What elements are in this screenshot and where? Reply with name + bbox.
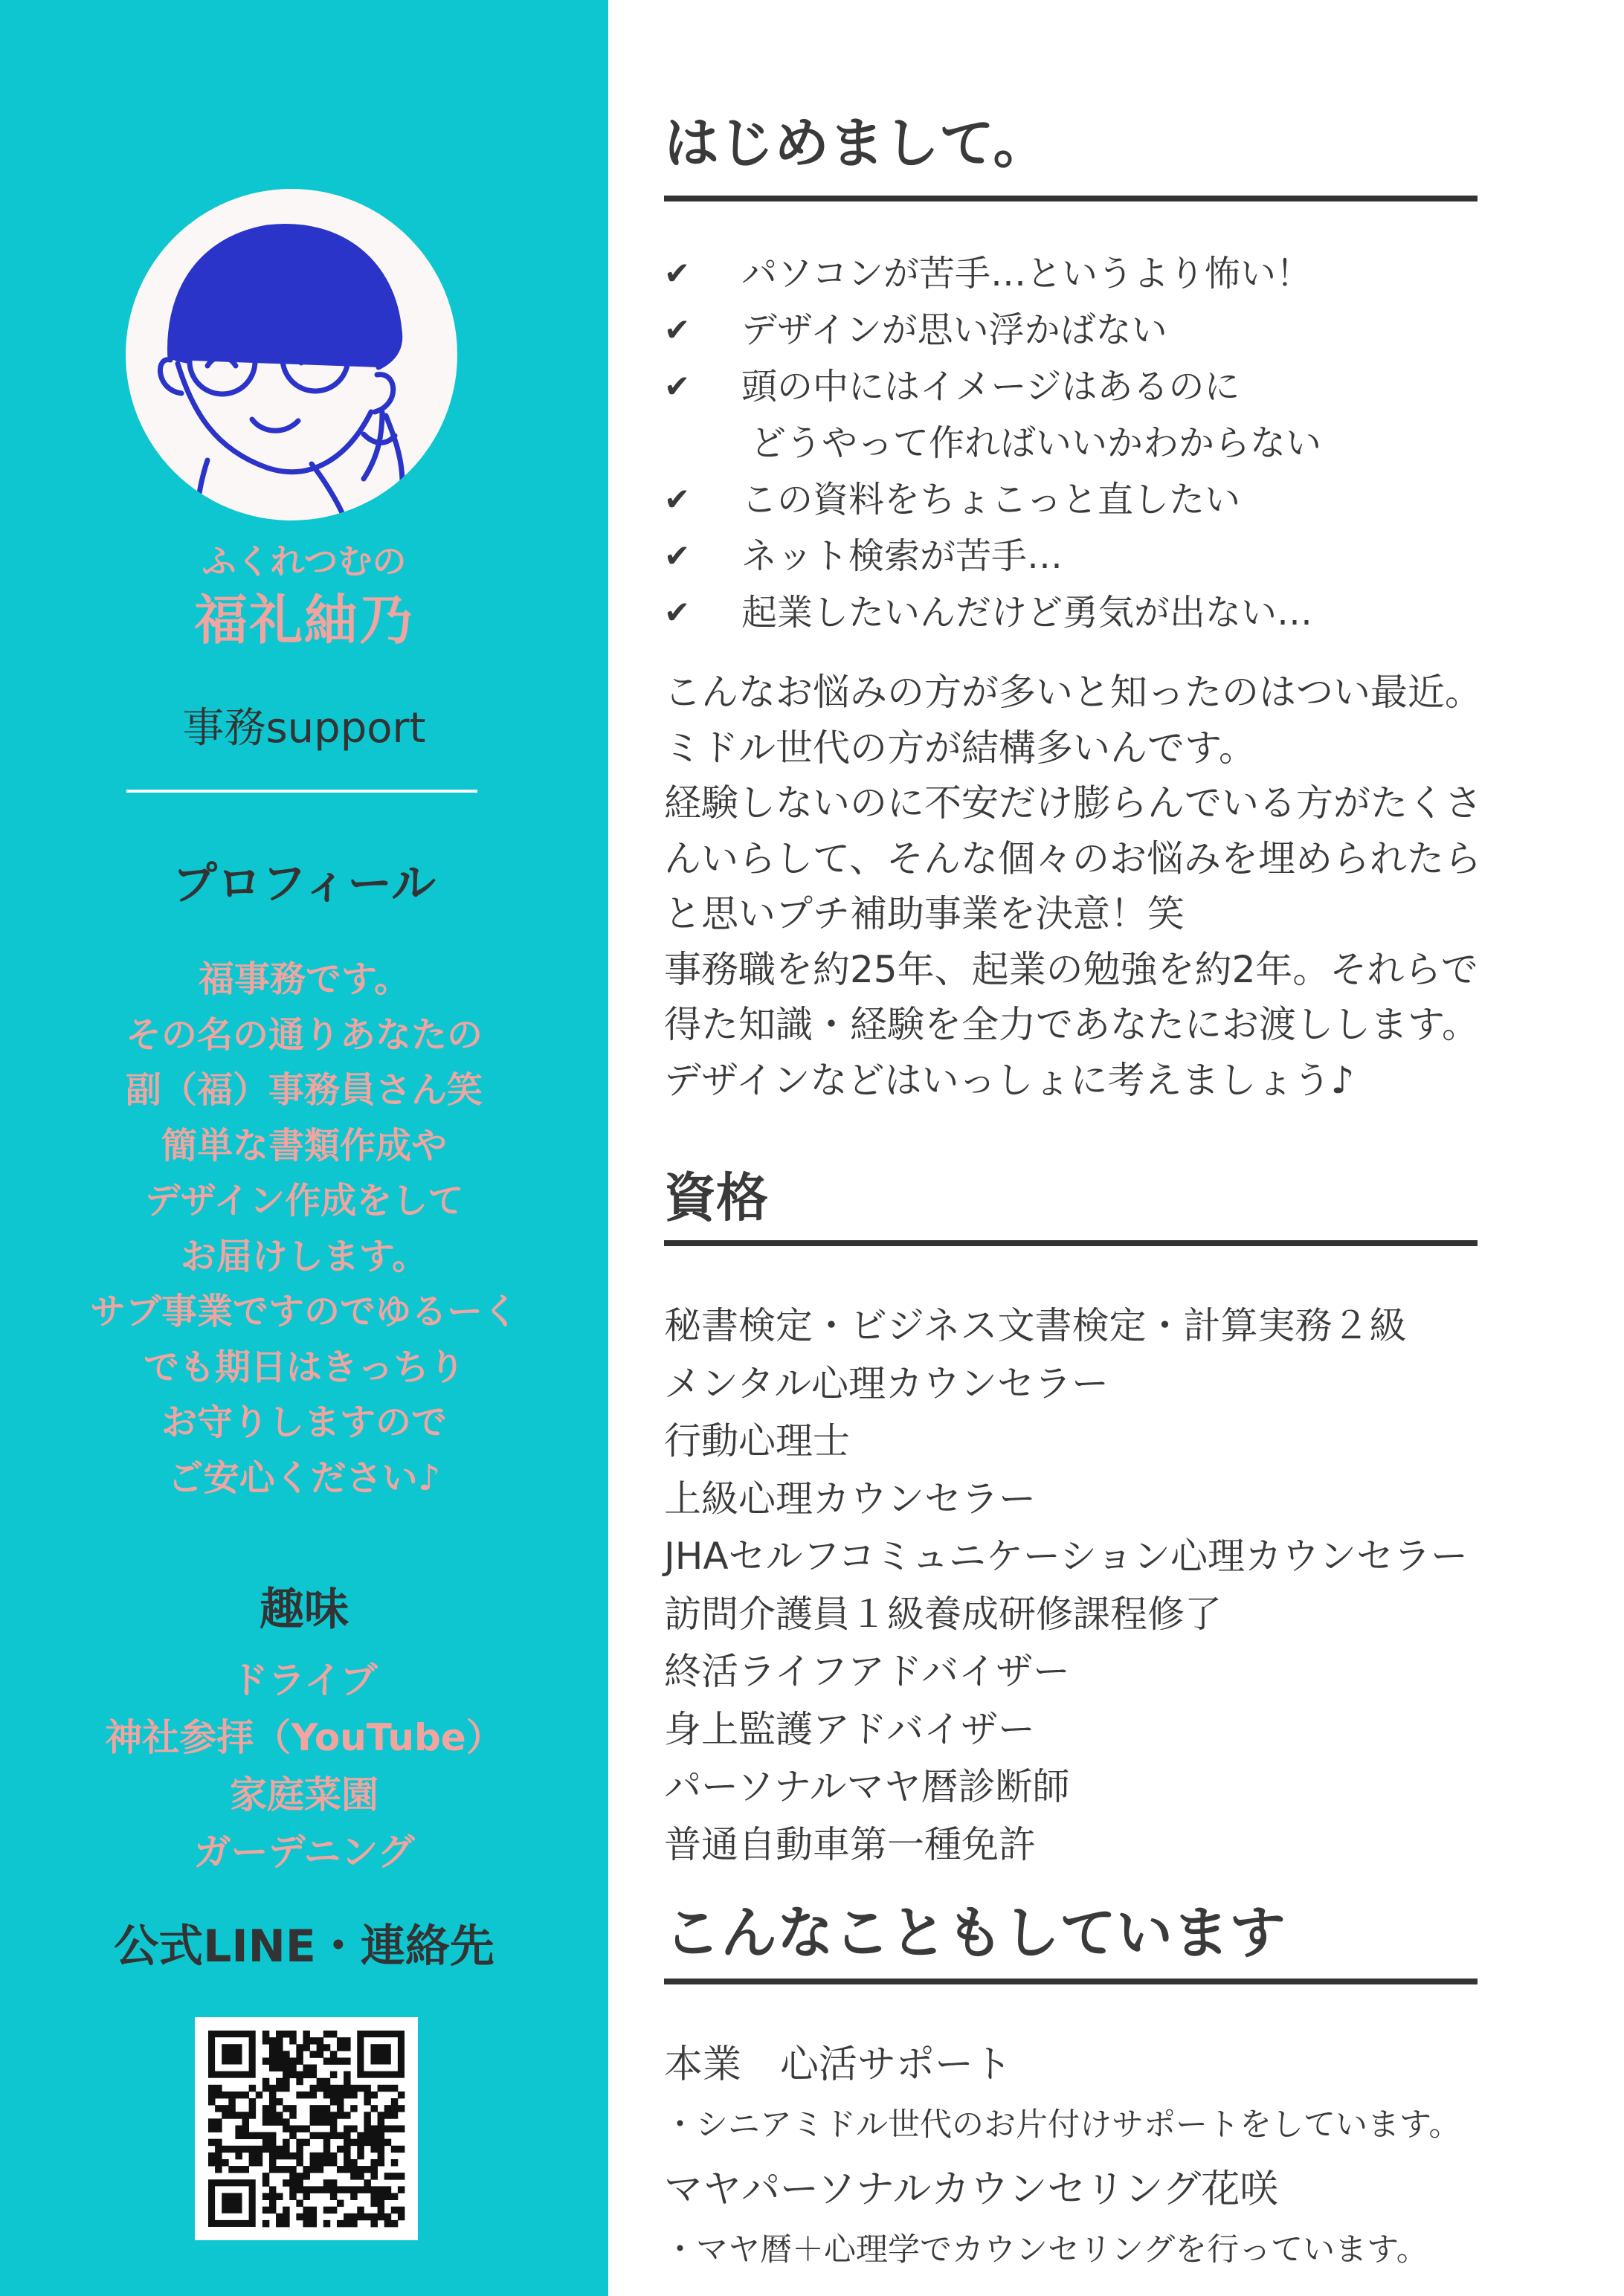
profile-line: ご安心ください♪ <box>167 1457 441 1499</box>
activities-heading-rule <box>664 1979 1478 1984</box>
qr-code[interactable] <box>195 2017 418 2240</box>
check-icon: ✔ <box>664 255 691 291</box>
profile-line: 福事務です。 <box>198 958 410 1000</box>
qualification-item: 終活ライフアドバイザー <box>664 1650 1070 1693</box>
checklist-item: ✔ 起業したいんだけど勇気が出ない… <box>664 584 1321 641</box>
profile-line: お守りしますので <box>161 1402 447 1443</box>
profile-line: サブ事業ですのでゆるーく <box>89 1291 518 1332</box>
qualification-item: 普通自動車第一種免許 <box>664 1822 1036 1866</box>
paragraph-line: 得た知識・経験を全力であなたにお渡しします。 <box>664 1003 1479 1046</box>
activity-description: ・マヤ暦＋心理学でカウンセリングを行っています。 <box>664 2231 1428 2268</box>
activity-description: ・シニアミドル世代のお片付けサポートをしています。 <box>664 2106 1461 2144</box>
hobby-heading: 趣味 <box>260 1584 349 1636</box>
avatar-illustration <box>126 189 457 520</box>
profile-line: でも期日はきっちり <box>143 1346 465 1388</box>
name-furigana: ふくれつむの <box>202 541 407 581</box>
qualification-item: JHAセルフコミュニケーション心理カウンセラー <box>664 1535 1469 1578</box>
qualification-item: パーソナルマヤ暦診断師 <box>664 1765 1070 1808</box>
activities-heading: こんなこともしています <box>664 1900 1286 1966</box>
profile-line: 簡単な書類作成や <box>161 1124 447 1167</box>
qr-code-icon <box>195 2017 418 2240</box>
intro-heading: はじめまして。 <box>664 112 1048 175</box>
qualification-item: 行動心理士 <box>664 1419 850 1463</box>
qualifications-heading: 資格 <box>664 1167 768 1228</box>
check-icon: ✔ <box>664 312 691 348</box>
checklist-item: ✔ ネット検索が苦手… <box>664 528 1321 584</box>
qualifications-list <box>664 1297 1468 1874</box>
profile-text <box>0 952 608 1506</box>
check-icon: ✔ <box>664 594 691 631</box>
qualification-item: メンタル心理カウンセラー <box>664 1361 1109 1405</box>
qualification-item: 訪問介護員１級養成研修課程修了 <box>664 1592 1222 1636</box>
paragraph-line: デザインなどはいっしょに考えましょう♪ <box>664 1058 1355 1102</box>
concern-checklist <box>664 245 1321 641</box>
person-name: 福礼紬乃 <box>193 589 414 651</box>
profile-sidebar <box>0 0 608 2296</box>
paragraph-line: こんなお悩みの方が多いと知ったのはつい最近。 <box>664 671 1482 714</box>
activity-title: 本業 心活サポート <box>664 2042 1013 2087</box>
checklist-item: ✔ 頭の中にはイメージはあるのに <box>664 358 1321 415</box>
hobby-item: 家庭菜園 <box>230 1773 378 1816</box>
intro-paragraph <box>664 665 1482 1108</box>
check-icon: ✔ <box>664 368 691 404</box>
contact-heading: 公式LINE・連絡先 <box>114 1921 494 1973</box>
qualifications-heading-rule <box>664 1240 1478 1246</box>
checklist-item: ✔ パソコンが苦手…というより怖い！ <box>664 245 1321 302</box>
profile-line: その名の通りあなたの <box>125 1013 483 1056</box>
paragraph-line: 事務職を約25年、起業の勉強を約2年。それらで <box>664 947 1478 991</box>
hobby-item: ガーデニング <box>193 1831 415 1874</box>
checklist-item: ✔ この資料をちょこっと直したい <box>664 471 1321 528</box>
qualification-item: 秘書検定・ビジネス文書検定・計算実務２級 <box>664 1304 1407 1347</box>
business-name: 事務support <box>182 704 426 752</box>
hobby-item: 神社参拝（YouTube） <box>105 1716 503 1759</box>
profile-line: お届けします。 <box>180 1235 428 1277</box>
profile-line: デザイン作成をして <box>144 1180 464 1222</box>
check-icon: ✔ <box>664 481 691 517</box>
sidebar-divider <box>126 790 477 793</box>
hobby-list <box>0 1652 608 1881</box>
paragraph-line: と思いプチ補助事業を決意！笑 <box>664 892 1185 935</box>
activity-title: マヤパーソナルカウンセリング花咲 <box>664 2167 1279 2212</box>
qualification-item: 上級心理カウンセラー <box>664 1477 1036 1521</box>
checklist-item: ✔ デザインが思い浮かばない <box>664 302 1321 358</box>
check-icon: ✔ <box>664 538 691 574</box>
paragraph-line: んいらして、そんな個々のお悩みを埋められたら <box>664 836 1481 880</box>
qualification-item: 身上監護アドバイザー <box>664 1707 1035 1751</box>
intro-heading-rule <box>664 196 1478 201</box>
checklist-item-continuation: どうやって作ればいいかわからない <box>750 422 1322 464</box>
hobby-item: ドライブ <box>231 1659 378 1702</box>
paragraph-line: ミドル世代の方が結構多いんです。 <box>664 726 1256 770</box>
profile-line: 副（福）事務員さん笑 <box>125 1069 483 1111</box>
paragraph-line: 経験しないのに不安だけ膨らんでいる方がたくさ <box>664 781 1482 825</box>
profile-heading: プロフィール <box>173 858 436 910</box>
